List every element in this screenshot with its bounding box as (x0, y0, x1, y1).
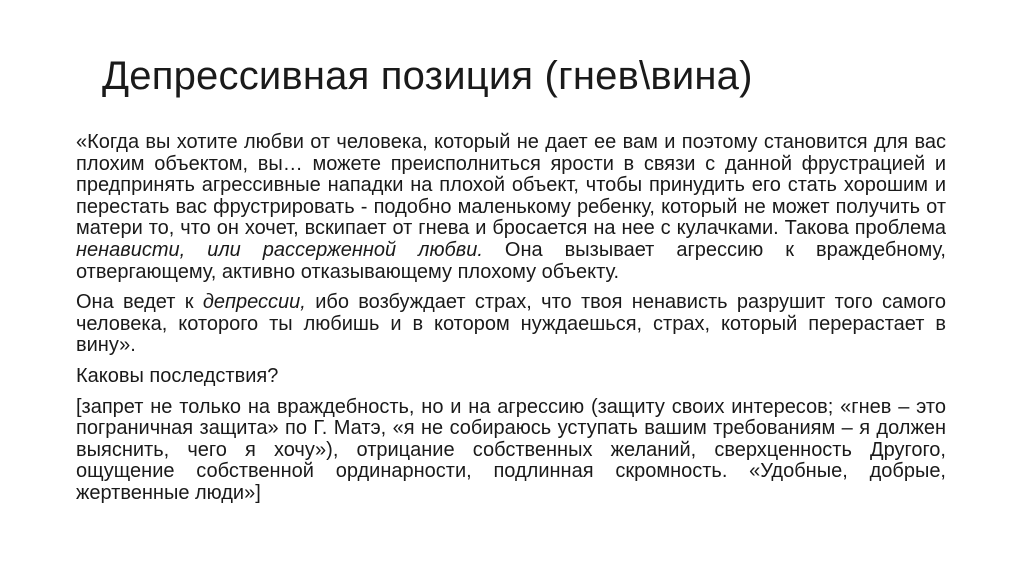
paragraph-quote-depression (76, 292, 946, 357)
paragraph-text: «Когда вы хотите любви от человека, который не дает ее вам и поэтому становится для вас плохим объектом, вы… можете преисполниться ярости в связи с данной фрустрацией и предпринять агрессивные нападки на плохой объект, чтобы принудить его стать хорошим и перестать вас фрустрировать - подобно маленькому ребенку, который не может получить от матери то, что он хочет, вскипает от гнева и бросается на нее с кулачками. Такова проблема (76, 131, 946, 240)
emphasis-text: депрессии, (202, 291, 306, 314)
emphasis-text: ненависти, или рассерженной любви. (76, 238, 483, 261)
paragraph-text: Она ведет к (76, 291, 203, 314)
slide-body (76, 132, 946, 505)
paragraph-question: Каковы последствия? (76, 364, 279, 387)
paragraph-text: Она вызывает агрессию к враждебному, отвергающему, активно отказывающему плохому объекту. (76, 238, 946, 283)
paragraph-text: ибо возбуждает страх, что твоя ненависть разрушит того самого человека, которого ты любишь и в котором нуждаешься, страх, который перерастает в вину». (76, 291, 946, 357)
slide-title: Депрессивная позиция (гнев\вина) (102, 54, 753, 98)
paragraph-consequences: [запрет не только на враждебность, но и на агрессию (защиту своих интересов; «гнев – это пограничная защита» по Г. Матэ, «я не собираюсь уступать вашим требованиям – я должен выяснить, чего я хочу»), отрицание собственных желаний, сверхценность Другого, ощущение собственной ординарности, подлинная скромность. «Удобные, добрые, жертвенные люди»] (76, 395, 946, 504)
paragraph-quote-anger (76, 132, 946, 283)
